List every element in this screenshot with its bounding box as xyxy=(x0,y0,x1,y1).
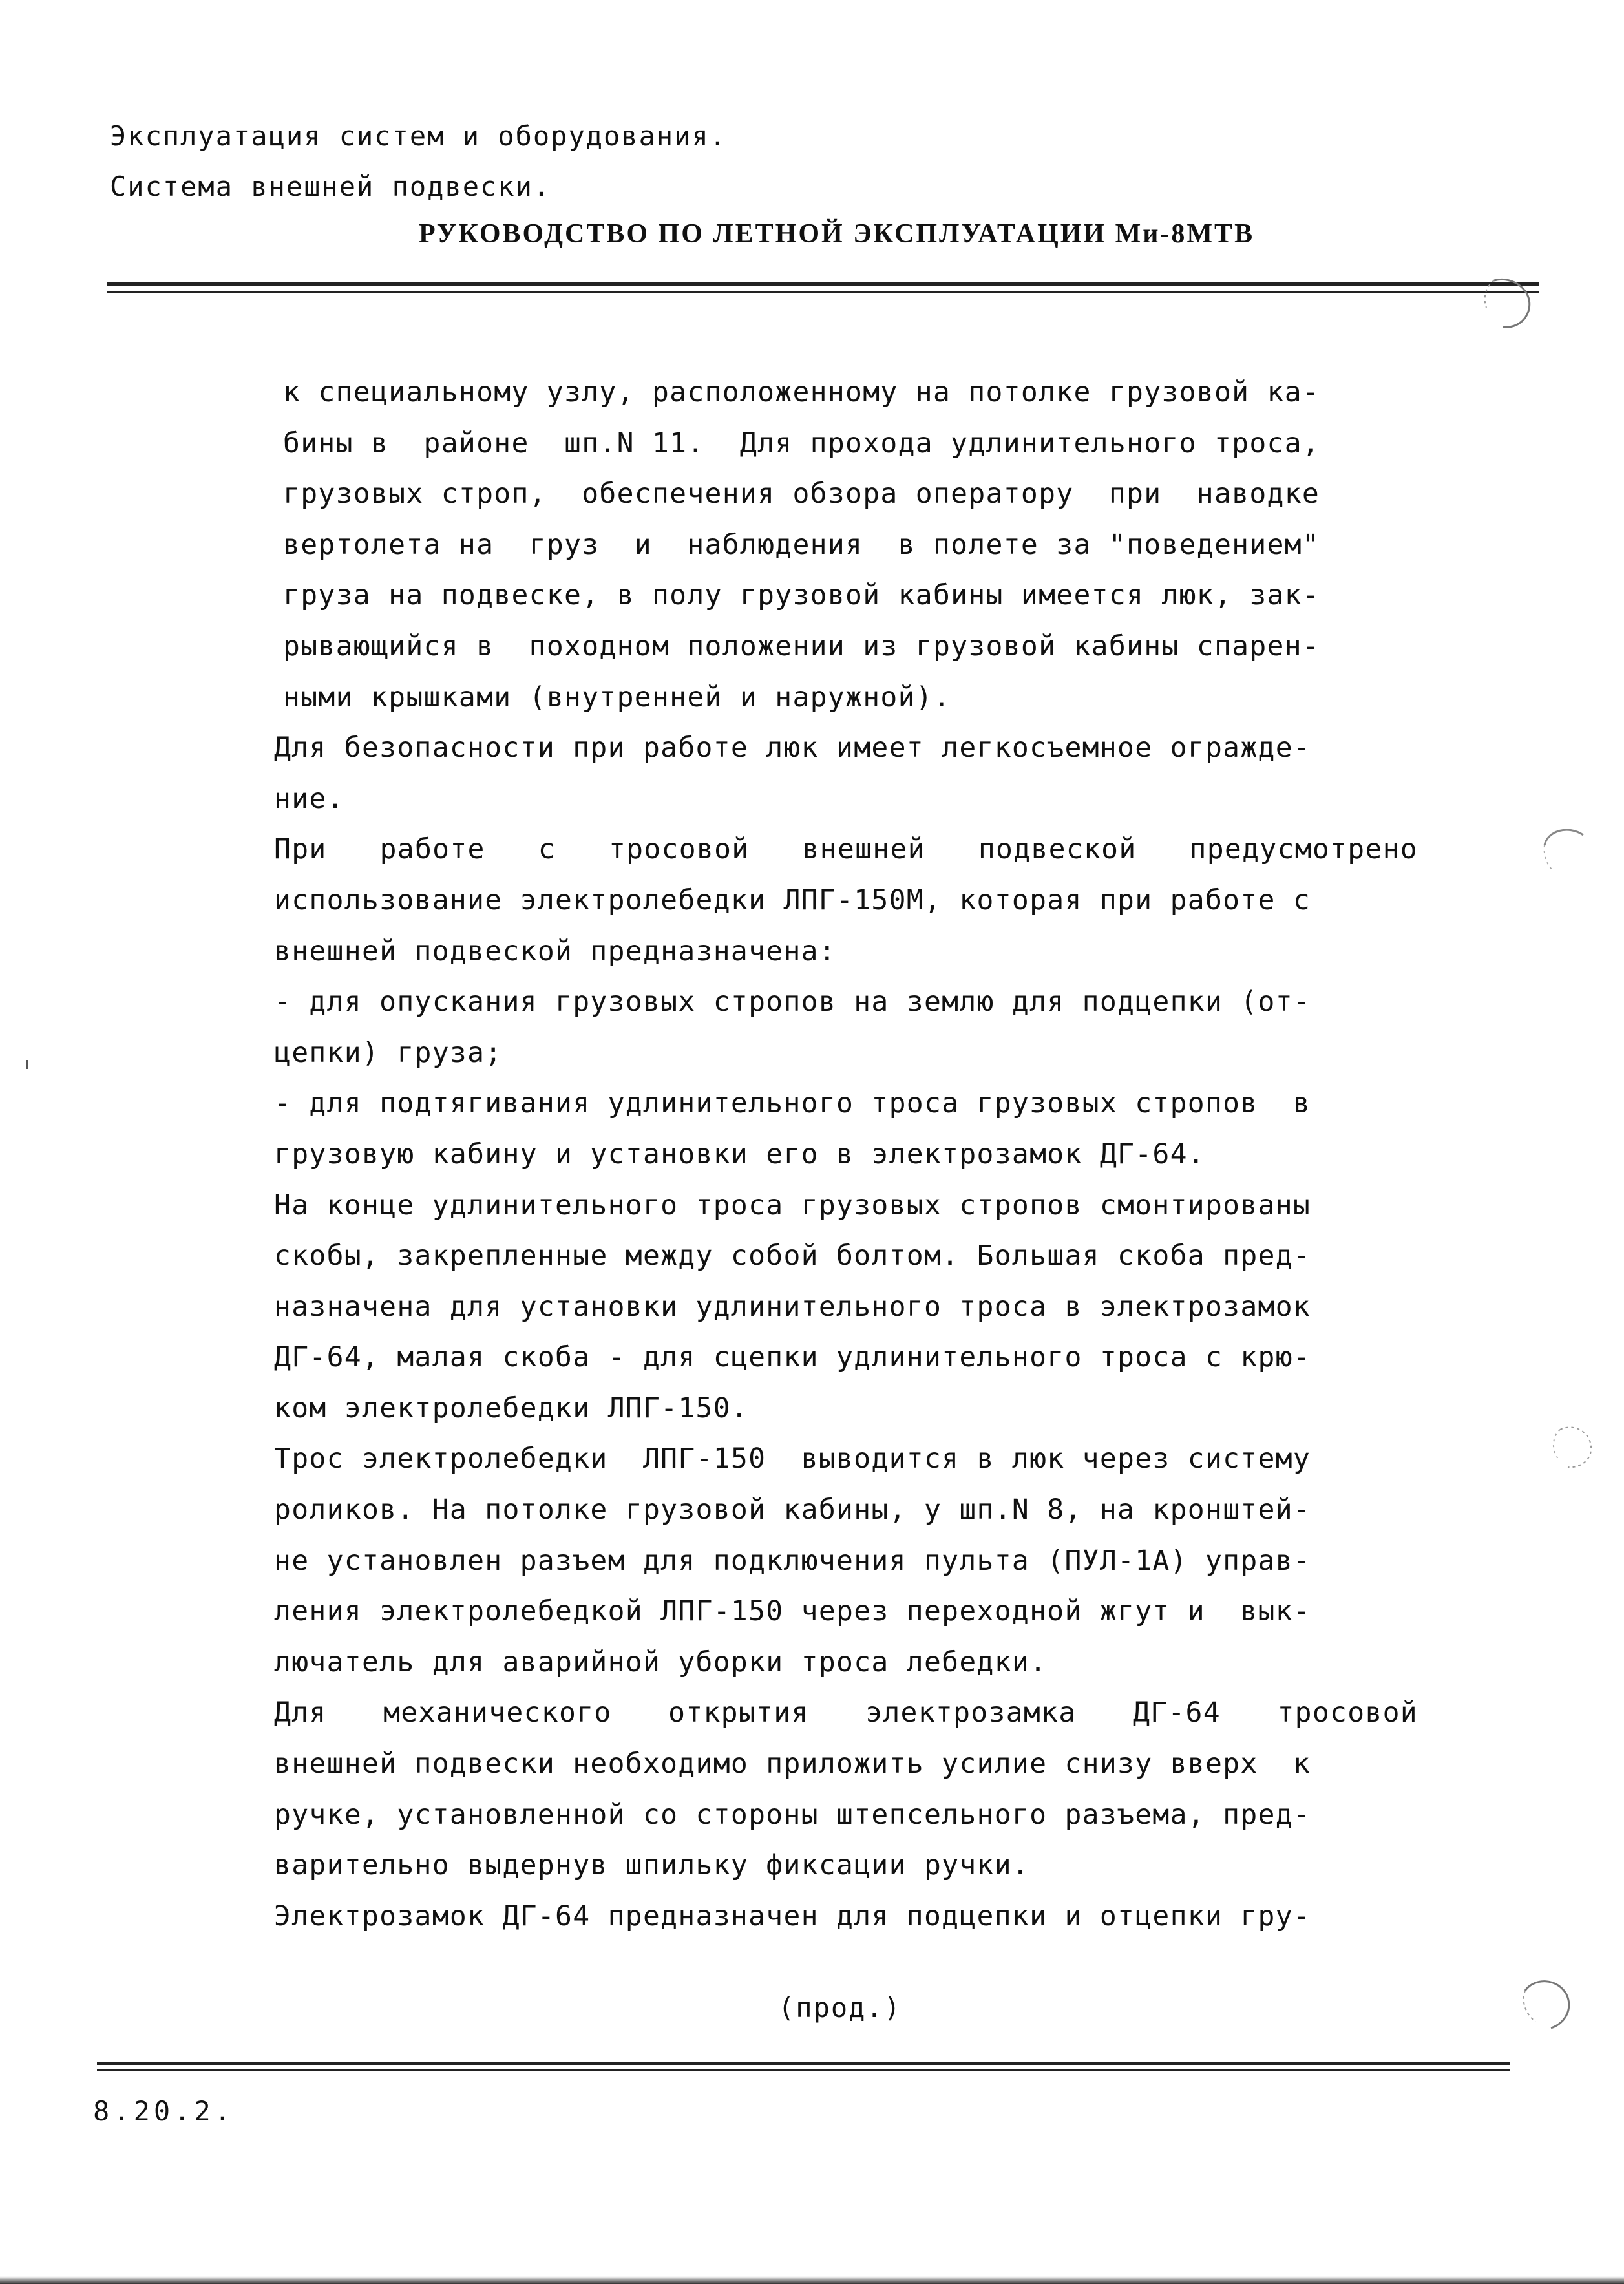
text-line: - для подтягивания удлинительного троса грузовых стропов в xyxy=(274,1087,1311,1120)
text-line: грузовых строп, обеспечения обзора оператору при наводке xyxy=(283,478,1320,511)
text-line: ручке, установленной со стороны штепсельного разъема, пред- xyxy=(274,1798,1311,1831)
text-line: ние. xyxy=(274,782,344,815)
text-line: Для механического открытия электрозамка ДГ-64 тросовой xyxy=(274,1697,1418,1729)
punch-hole-icon xyxy=(1541,1417,1603,1479)
header-rule-thick xyxy=(107,282,1539,286)
header-rule-thin xyxy=(107,291,1539,293)
punch-hole-icon xyxy=(1535,819,1598,882)
text-line: лючатель для аварийной уборки троса лебедки. xyxy=(274,1645,1048,1678)
text-line: ДГ-64, малая скоба - для сцепки удлинительного троса с крю- xyxy=(274,1341,1311,1374)
text-line: скобы, закрепленные между собой болтом. Большая скоба пред- xyxy=(274,1240,1311,1273)
scan-speck xyxy=(26,1060,28,1069)
scan-edge xyxy=(0,2276,1624,2284)
text-line: внешней подвески необходимо приложить усилие снизу вверх к xyxy=(274,1748,1311,1781)
punch-hole-icon xyxy=(1475,271,1537,333)
text-line: ком электролебедки ЛПГ-150. xyxy=(274,1391,749,1424)
body-text xyxy=(274,367,1418,1941)
text-line: - для опускания грузовых стропов на землю для подцепки (от- xyxy=(274,986,1311,1019)
footer-rule-thick xyxy=(97,2062,1510,2065)
page-number: 8.20.2. xyxy=(93,2095,235,2127)
continued-note: (прод.) xyxy=(778,1992,902,2024)
text-line: груза на подвеске, в полу грузовой кабины имеется люк, зак- xyxy=(283,579,1320,612)
document-title: РУКОВОДСТВО ПО ЛЕТНОЙ ЭКСПЛУАТАЦИИ Ми-8МТВ xyxy=(419,219,1255,249)
text-line: назначена для установки удлинительного троса в электрозамок xyxy=(274,1290,1311,1323)
text-line: использование электролебедки ЛПГ-150М, которая при работе с xyxy=(274,883,1311,916)
text-line: цепки) груза; xyxy=(274,1036,503,1069)
text-line: к специальному узлу, расположенному на потолке грузовой ка- xyxy=(283,376,1320,408)
text-line: бины в районе шп.N 11. Для прохода удлинительного троса, xyxy=(283,427,1320,460)
text-line: вертолета на груз и наблюдения в полете за "поведением" xyxy=(283,528,1320,561)
text-line: При работе с тросовой внешней подвеской предусмотрено xyxy=(274,833,1418,866)
subsection-heading: Система внешней подвески. xyxy=(110,171,551,202)
section-heading: Эксплуатация систем и оборудования. xyxy=(110,120,728,152)
text-line: На конце удлинительного троса грузовых стропов смонтированы xyxy=(274,1189,1311,1221)
text-line: внешней подвеской предназначена: xyxy=(274,935,837,968)
footer-rule-thin xyxy=(97,2069,1510,2071)
text-line: ными крышками (внутренней и наружной). xyxy=(283,681,951,714)
punch-hole-icon xyxy=(1512,1971,1574,2033)
text-line: варительно выдернув шпильку фиксации ручки. xyxy=(274,1849,1030,1882)
text-line: роликов. На потолке грузовой кабины, у шп.N 8, на кронштей- xyxy=(274,1494,1311,1527)
text-line: рывающийся в походном положении из грузовой кабины спарен- xyxy=(283,629,1320,662)
text-line: грузовую кабину и установки его в электрозамок ДГ-64. xyxy=(274,1137,1205,1170)
text-line: Для безопасности при работе люк имеет легкосъемное огражде- xyxy=(274,732,1311,765)
text-line: Электрозамок ДГ-64 предназначен для подцепки и отцепки гру- xyxy=(274,1899,1311,1932)
text-line: ления электролебедкой ЛПГ-150 через переходной жгут и вык- xyxy=(274,1595,1311,1628)
text-line: Трос электролебедки ЛПГ-150 выводится в люк через систему xyxy=(274,1443,1311,1475)
text-line: не установлен разъем для подключения пульта (ПУЛ-1А) управ- xyxy=(274,1544,1311,1577)
